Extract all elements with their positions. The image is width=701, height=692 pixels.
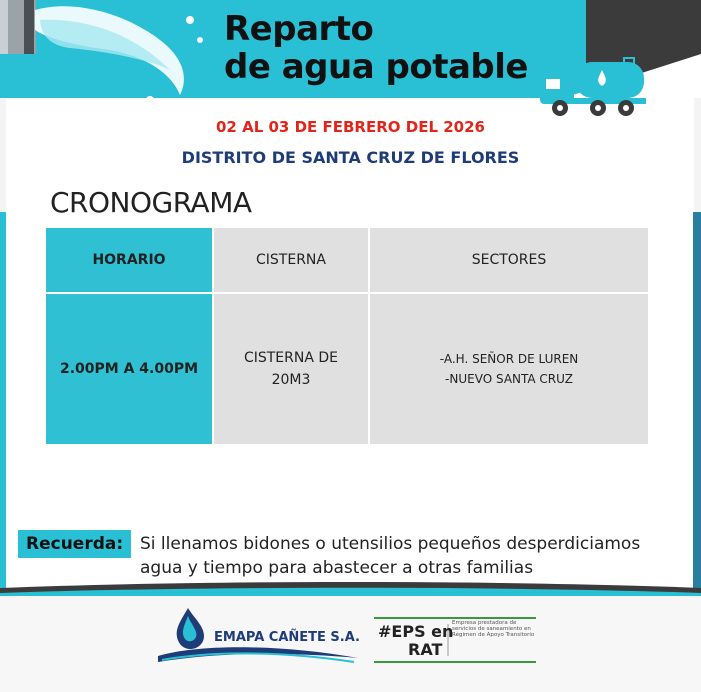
column-header-tanker: CISTERNA [213,227,369,293]
sectors-cell [369,293,649,445]
right-accent-bar [693,212,701,592]
tanker-text: CISTERNA DE 20M3 [243,350,339,388]
eps-title-line-2: RAT [408,640,443,659]
schedule-heading: CRONOGRAMA [50,186,252,219]
sector-item: -NUEVO SANTA CRUZ [445,372,573,386]
reminder-label: Recuerda: [18,530,131,558]
eps-title-line-1: #EPS en [378,622,454,641]
title-line-1: Reparto [224,9,374,49]
district-name: DISTRITO DE SANTA CRUZ DE FLORES [181,148,520,167]
water-truck-icon [540,52,650,122]
tanker-cell [213,293,369,445]
table-row [45,293,649,445]
column-header-sectors: SECTORES [369,227,649,293]
left-accent-bar [0,212,6,592]
table-header-row [45,227,649,293]
water-splash-icon [30,0,210,110]
reminder-text: Si llenamos bidones o utensilios pequeños desperdiciamos agua y tiempo para abastecer a otras familias [140,534,641,578]
page-title [224,10,528,86]
title-line-2: de agua potable [224,47,528,87]
schedule-table [44,226,650,446]
column-header-time: HORARIO [45,227,213,293]
date-range: 02 AL 03 DE FEBRERO DEL 2026 [216,118,485,136]
eps-description: Empresa prestadora de servicios de saneamiento en Régimen de Apoyo Transitorio [452,620,535,638]
emapa-name: EMAPA CAÑETE S.A. [214,630,360,645]
sector-item: -A.H. SEÑOR DE LUREN [439,352,579,366]
time-cell: 2.00PM A 4.00PM [45,293,213,445]
